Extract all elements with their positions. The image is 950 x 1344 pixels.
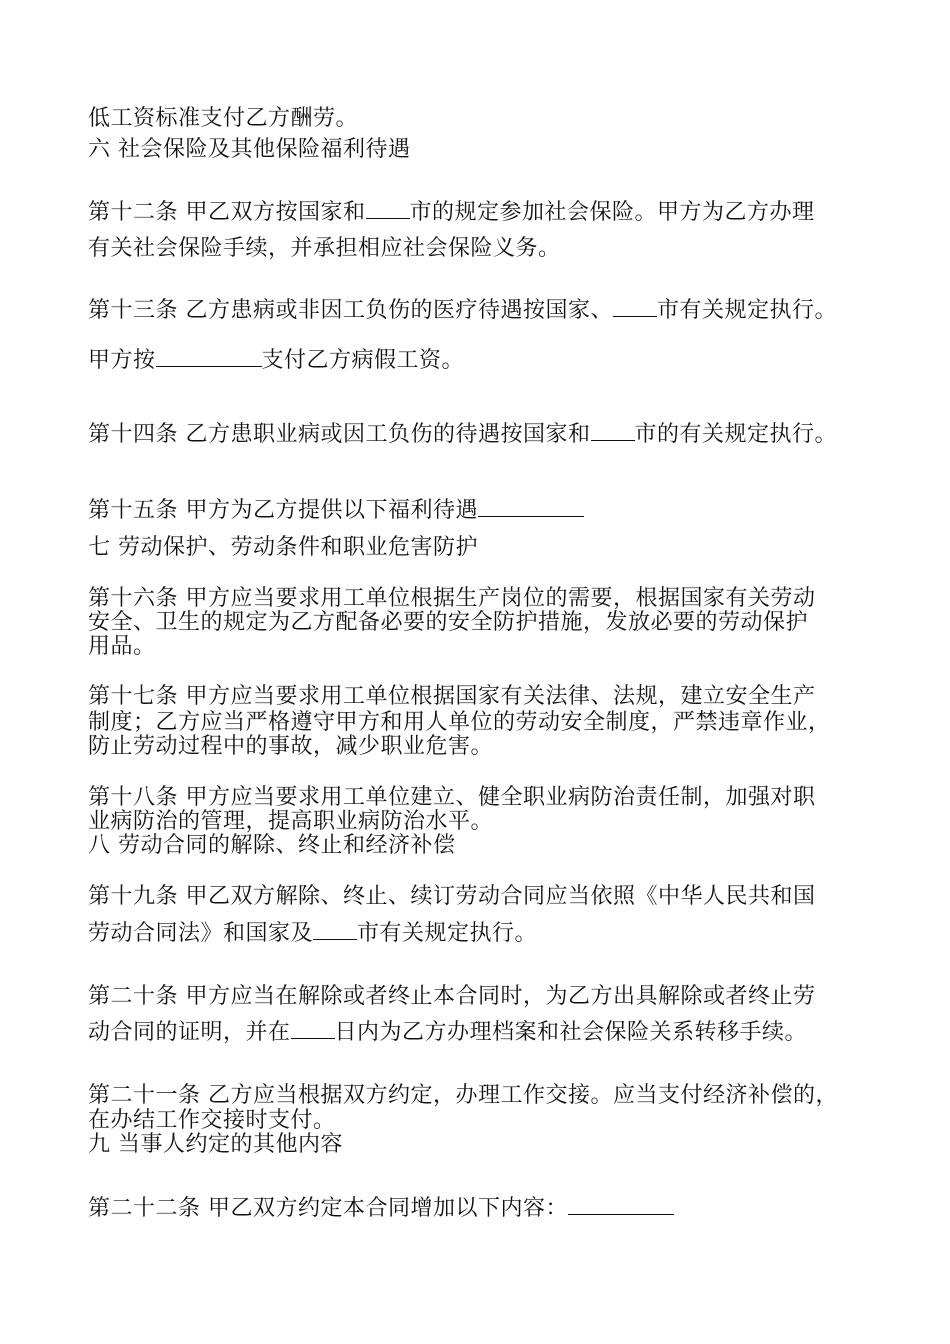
blank-field [568, 1195, 674, 1215]
article-20-line-1: 第二十条 甲方应当在解除或者终止本合同时，为乙方出具解除或者终止劳 [88, 984, 816, 1009]
section-heading: 六 社会保险及其他保险福利待遇 [88, 137, 411, 162]
article-13-line-2: 甲方按 支付乙方病假工资。 [88, 348, 465, 373]
article-14: 第十四条 乙方患职业病或因工负伤的待遇按国家和 市的有关规定执行。 [88, 422, 838, 447]
blank-field [478, 497, 584, 517]
blank-field [156, 347, 262, 367]
article-17-line-3: 防止劳动过程中的事故，减少职业危害。 [88, 734, 494, 759]
blank-field [366, 199, 410, 219]
article-22: 第二十二条 甲乙双方约定本合同增加以下内容： [88, 1195, 674, 1222]
blank-field [613, 297, 657, 317]
section-heading: 九 当事人约定的其他内容 [88, 1132, 343, 1157]
article-17-line-2: 制度；乙方应当严格遵守甲方和用人单位的劳动安全制度，严禁违章作业， [88, 710, 831, 735]
blank-field [291, 1019, 335, 1039]
article-19-line-1: 第十九条 甲乙双方解除、终止、续订劳动合同应当依照《中华人民共和国 [88, 884, 816, 909]
article-13-line-1: 第十三条 乙方患病或非因工负伤的医疗待遇按国家、 市有关规定执行。 [88, 298, 838, 323]
paragraph-line: 低工资标准支付乙方酬劳。 [88, 106, 359, 131]
article-16-line-1: 第十六条 甲方应当要求用工单位根据生产岗位的需要，根据国家有关劳动 [88, 586, 816, 611]
article-12-line-2: 有关社会保险手续，并承担相应社会保险义务。 [88, 236, 561, 261]
article-20-line-2: 动合同的证明，并在 日内为乙方办理档案和社会保险关系转移手续。 [88, 1020, 808, 1045]
article-17-line-1: 第十七条 甲方应当要求用工单位根据国家有关法律、法规，建立安全生产 [88, 684, 816, 709]
article-16-line-2: 安全、卫生的规定为乙方配备必要的安全防护措施，发放必要的劳动保护 [88, 610, 809, 635]
blank-field [313, 920, 357, 940]
article-18-line-1: 第十八条 甲方应当要求用工单位建立、健全职业病防治责任制，加强对职 [88, 785, 816, 810]
article-21-line-1: 第二十一条 乙方应当根据双方约定，办理工作交接。应当支付经济补偿的， [88, 1083, 838, 1108]
article-16-line-3: 用品。 [88, 634, 156, 659]
article-18-line-2: 业病防治的管理，提高职业病防治水平。 [88, 809, 494, 834]
article-21-line-2: 在办结工作交接时支付。 [88, 1108, 336, 1133]
article-15: 第十五条 甲方为乙方提供以下福利待遇 [88, 497, 584, 524]
section-heading: 八 劳动合同的解除、终止和经济补偿 [88, 833, 456, 858]
blank-field [591, 421, 635, 441]
article-19-line-2: 劳动合同法》和国家及 市有关规定执行。 [88, 921, 538, 946]
section-heading: 七 劳动保护、劳动条件和职业危害防护 [88, 535, 478, 560]
article-12-line-1: 第十二条 甲乙双方按国家和 市的规定参加社会保险。甲方为乙方办理 [88, 200, 815, 225]
